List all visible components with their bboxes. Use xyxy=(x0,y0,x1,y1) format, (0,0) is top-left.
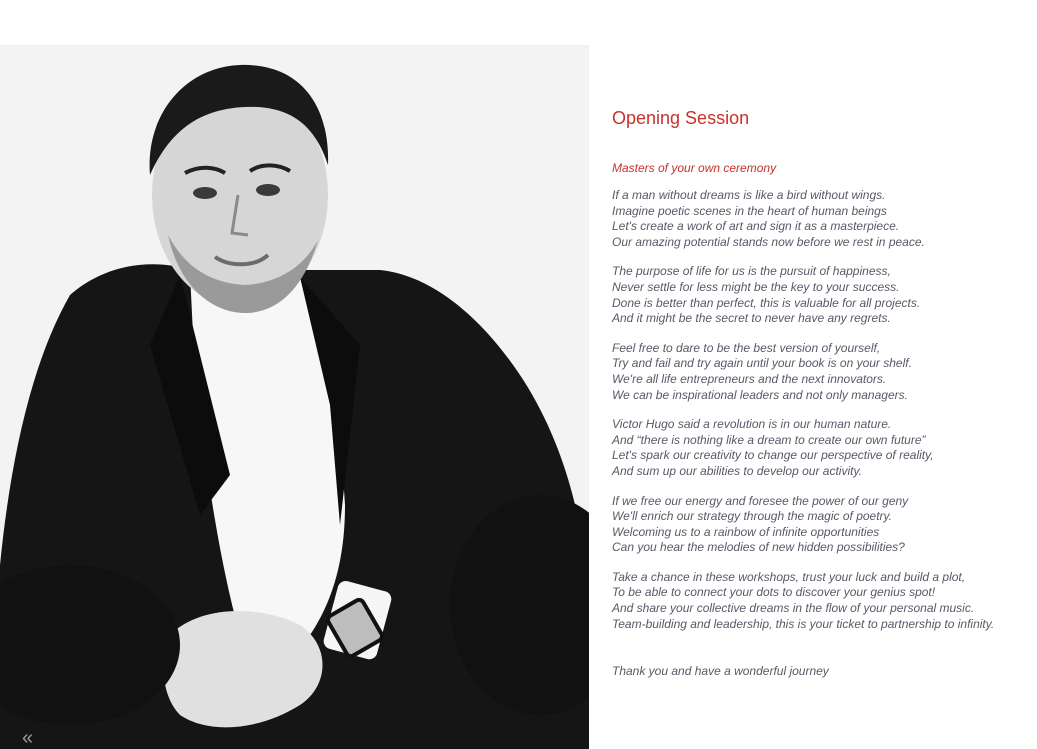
page-title: Opening Session xyxy=(612,108,750,128)
poem-line: To be able to connect your dots to discover your genius spot! xyxy=(612,585,936,600)
poem-line: The purpose of life for us is the pursuit of happiness, xyxy=(612,264,891,279)
stanza xyxy=(612,188,1022,250)
poem-line: We're all life entrepreneurs and the next innovators. xyxy=(612,371,887,386)
poem-line: Team-building and leadership, this is your ticket to partnership to infinity. xyxy=(612,616,995,631)
poem-line: And it might be the secret to never have any regrets. xyxy=(612,311,891,326)
poem-line: Imagine poetic scenes in the heart of human beings xyxy=(612,203,887,218)
portrait-photo xyxy=(0,45,589,749)
poem-line: Welcoming us to a rainbow of infinite opportunities xyxy=(612,524,880,539)
closing-line: Thank you and have a wonderful journey xyxy=(612,664,829,679)
poem-line: And sum up our abilities to develop our activity. xyxy=(612,463,862,478)
poem-line: We'll enrich our strategy through the magic of poetry. xyxy=(612,509,892,524)
poem-line: Feel free to dare to be the best version of yourself, xyxy=(612,340,881,355)
portrait-illustration xyxy=(0,45,589,749)
poem-line: Our amazing potential stands now before we rest in peace. xyxy=(612,234,925,249)
stanza xyxy=(612,341,1022,403)
prev-page-button[interactable] xyxy=(22,728,29,748)
poem-line: Done is better than perfect, this is valuable for all projects. xyxy=(612,295,921,310)
page-subtitle: Masters of your own ceremony xyxy=(612,161,777,175)
poem-line: Let's create a work of art and sign it as a masterpiece. xyxy=(612,219,900,234)
poem-line: Take a chance in these workshops, trust your luck and build a plot, xyxy=(612,569,966,584)
stanza xyxy=(612,417,1022,479)
double-chevron-left-icon: « xyxy=(22,727,30,749)
stanza xyxy=(612,570,1022,632)
poem-line: Let's spark our creativity to change our perspective of reality, xyxy=(612,448,934,463)
poem-line: Never settle for less might be the key to your success. xyxy=(612,279,900,294)
poem-line: If we free our energy and foresee the power of our geny xyxy=(612,493,909,508)
poem-line: Victor Hugo said a revolution is in our human nature. xyxy=(612,417,892,432)
stanza xyxy=(612,494,1022,556)
poem-line: Can you hear the melodies of new hidden possibilities? xyxy=(612,540,905,555)
poem-line: And “there is nothing like a dream to create our own future” xyxy=(612,432,926,447)
poem-line: We can be inspirational leaders and not only managers. xyxy=(612,387,908,402)
poem-line: Try and fail and try again until your book is on your shelf. xyxy=(612,356,912,371)
stanza xyxy=(612,264,1022,326)
poem-line: And share your collective dreams in the flow of your personal music. xyxy=(612,601,975,616)
text-panel xyxy=(612,106,1022,680)
poem-line: If a man without dreams is like a bird without wings. xyxy=(612,188,886,202)
